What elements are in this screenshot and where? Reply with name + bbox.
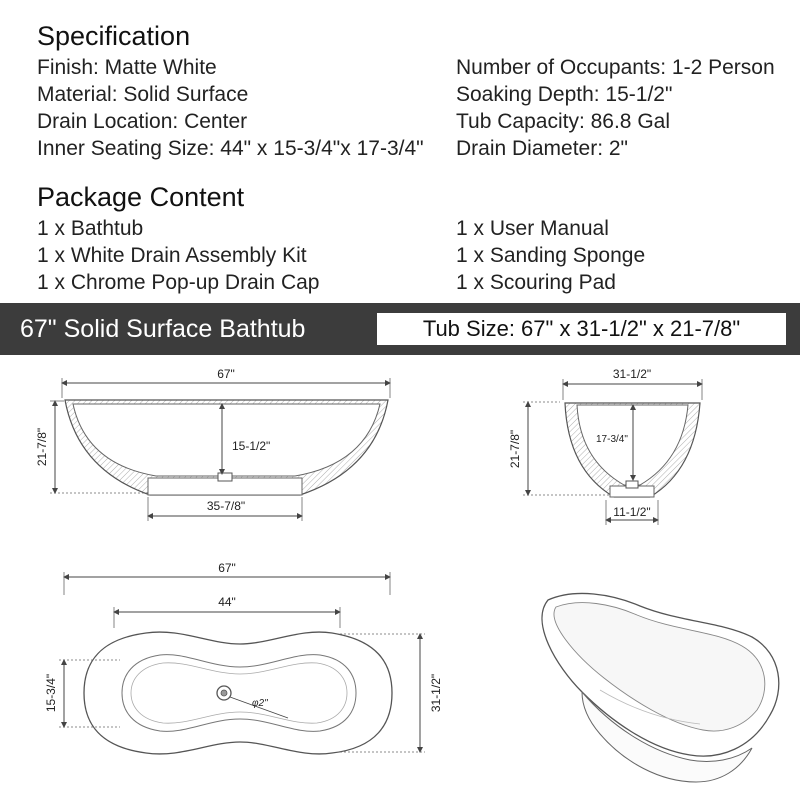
package-item-scouring-pad: 1 x Scouring Pad [456,271,616,294]
package-title: Package Content [37,182,245,212]
side-height-label: 21-7/8" [35,427,49,467]
spec-inner-seating: Inner Seating Size: 44" x 15-3/4"x 17-3/4" [37,137,424,160]
package-item-bathtub: 1 x Bathtub [37,217,144,240]
top-width-label: 31-1/2" [429,673,443,713]
side-base-label: 35-7/8" [206,499,246,513]
top-view-drawing [44,561,443,754]
product-name: 67" Solid Surface Bathtub [20,315,306,343]
spec-occupants: Number of Occupants: 1-2 Person [456,56,775,79]
top-length-label: 67" [218,561,236,575]
end-depth-label: 17-3/4" [596,434,628,445]
drain-diameter-label: φ2" [252,698,268,709]
spec-soaking-depth: Soaking Depth: 15-1/2" [456,83,673,106]
perspective-view-drawing [542,593,779,782]
package-item-manual: 1 x User Manual [456,217,609,240]
package-item-drain-cap: 1 x Chrome Pop-up Drain Cap [37,271,320,294]
end-height-label: 21-7/8" [508,429,522,469]
spec-drain-location: Drain Location: Center [37,110,248,133]
side-view-drain [218,473,232,481]
top-inner-length-label: 44" [218,595,236,609]
package-item-drain-kit: 1 x White Drain Assembly Kit [37,244,307,267]
end-view-drawing [508,367,702,525]
top-inner-width-label: 15-3/4" [44,673,58,713]
side-depth-label: 15-1/2" [232,439,271,453]
tub-size-label: Tub Size: 67" x 31-1/2" x 21-7/8" [422,316,741,341]
package-item-sponge: 1 x Sanding Sponge [456,244,646,267]
side-view-drawing [35,367,390,521]
spec-material: Material: Solid Surface [37,83,249,106]
spec-finish: Finish: Matte White [37,56,217,79]
spec-capacity: Tub Capacity: 86.8 Gal [456,110,670,133]
side-length-label: 67" [217,367,235,381]
spec-drain-diameter: Drain Diameter: 2" [456,137,629,160]
end-width-label: 31-1/2" [612,367,652,381]
end-base-label: 11-1/2" [613,505,651,519]
end-view-drain [626,481,638,488]
specification-title: Specification [37,21,191,51]
